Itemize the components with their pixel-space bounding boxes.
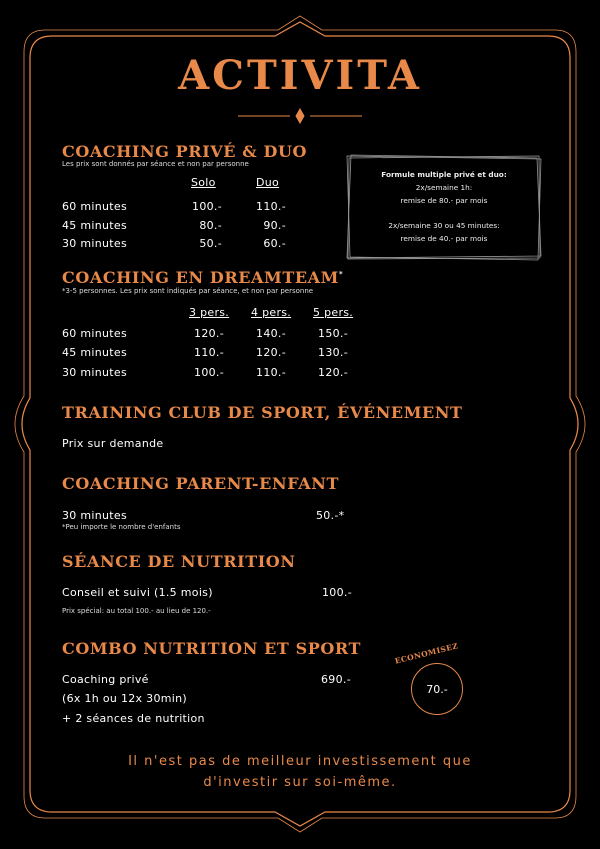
quote-line: d'investir sur soi-même. — [203, 775, 397, 790]
saving-value: 70.- — [426, 682, 448, 696]
prive-row-solo: 80.- — [199, 219, 222, 232]
training-heading: TRAINING CLUB DE SPORT, ÉVÉNEMENT — [62, 403, 463, 422]
quote-line: Il n'est pas de meilleur investissement que — [128, 754, 472, 769]
prive-row-solo: 100.- — [192, 200, 222, 213]
closing-quote — [0, 751, 590, 793]
dreamteam-cell: 140.- — [256, 327, 286, 340]
dreamteam-cell: 130.- — [318, 346, 348, 359]
dreamteam-cell: 110.- — [256, 366, 286, 379]
col-solo-header: Solo — [191, 176, 216, 189]
nutrition-label: Conseil et suivi (1.5 mois) — [62, 586, 213, 599]
col-5pers-header: 5 pers. — [313, 306, 354, 319]
training-text: Prix sur demande — [62, 437, 164, 450]
coaching-prive-heading: COACHING PRIVÉ & DUO — [62, 142, 308, 161]
dreamteam-note: *3-5 personnes. Les prix sont indiqués par séance, et non par personne — [62, 287, 314, 295]
prive-row-duo: 60.- — [263, 237, 286, 250]
dreamteam-cell: 150.- — [318, 327, 348, 340]
dreamteam-cell: 120.- — [318, 366, 348, 379]
nutrition-heading: SÉANCE DE NUTRITION — [62, 552, 296, 571]
parent-enfant-heading: COACHING PARENT-ENFANT — [62, 474, 339, 493]
formule-box-line: 2x/semaine 1h: — [415, 183, 473, 192]
combo-line: + 2 séances de nutrition — [62, 712, 205, 725]
page-title: ACTIVITA — [178, 52, 422, 99]
combo-price: 690.- — [321, 673, 351, 686]
prive-row-label: 45 minutes — [62, 219, 128, 232]
nutrition-note: Prix spécial: au total 100.- au lieu de 120.- — [62, 607, 211, 615]
combo-line: Coaching privé — [62, 673, 149, 686]
saving-circle — [411, 663, 463, 715]
formule-box-title: Formule multiple privé et duo: — [381, 170, 507, 179]
dreamteam-cell: 120.- — [256, 346, 286, 359]
prive-row-label: 30 minutes — [62, 237, 128, 250]
dreamteam-row-label: 30 minutes — [62, 366, 128, 379]
parent-enfant-note: *Peu importe le nombre d'enfants — [62, 523, 181, 531]
dreamteam-heading-text: COACHING EN DREAMTEAM — [62, 268, 339, 287]
formule-box-line: remise de 40.- par mois — [400, 234, 488, 243]
parent-enfant-price: 50.-* — [316, 509, 345, 522]
parent-enfant-label: 30 minutes — [62, 509, 128, 522]
nutrition-price: 100.- — [322, 586, 352, 599]
prive-row-duo: 110.- — [256, 200, 286, 213]
formule-box-line: 2x/semaine 30 ou 45 minutes: — [388, 221, 500, 230]
col-3pers-header: 3 pers. — [189, 306, 230, 319]
dreamteam-row-label: 45 minutes — [62, 346, 128, 359]
dreamteam-row-label: 60 minutes — [62, 327, 128, 340]
dreamteam-cell: 120.- — [194, 327, 224, 340]
dreamteam-cell: 100.- — [194, 366, 224, 379]
formule-box-line: remise de 80.- par mois — [400, 196, 488, 205]
combo-heading: COMBO NUTRITION ET SPORT — [62, 639, 362, 658]
economisez-badge: ECONOMISEZ — [393, 641, 460, 666]
dreamteam-asterisk: * — [339, 269, 344, 279]
prive-row-label: 60 minutes — [62, 200, 128, 213]
combo-line: (6x 1h ou 12x 30min) — [62, 692, 187, 705]
prive-row-duo: 90.- — [263, 219, 286, 232]
col-duo-header: Duo — [256, 176, 280, 189]
col-4pers-header: 4 pers. — [251, 306, 292, 319]
dreamteam-heading — [62, 268, 343, 287]
dreamteam-cell: 110.- — [194, 346, 224, 359]
coaching-prive-note: Les prix sont donnés par séance et non par personne — [62, 160, 249, 168]
prive-row-solo: 50.- — [199, 237, 222, 250]
